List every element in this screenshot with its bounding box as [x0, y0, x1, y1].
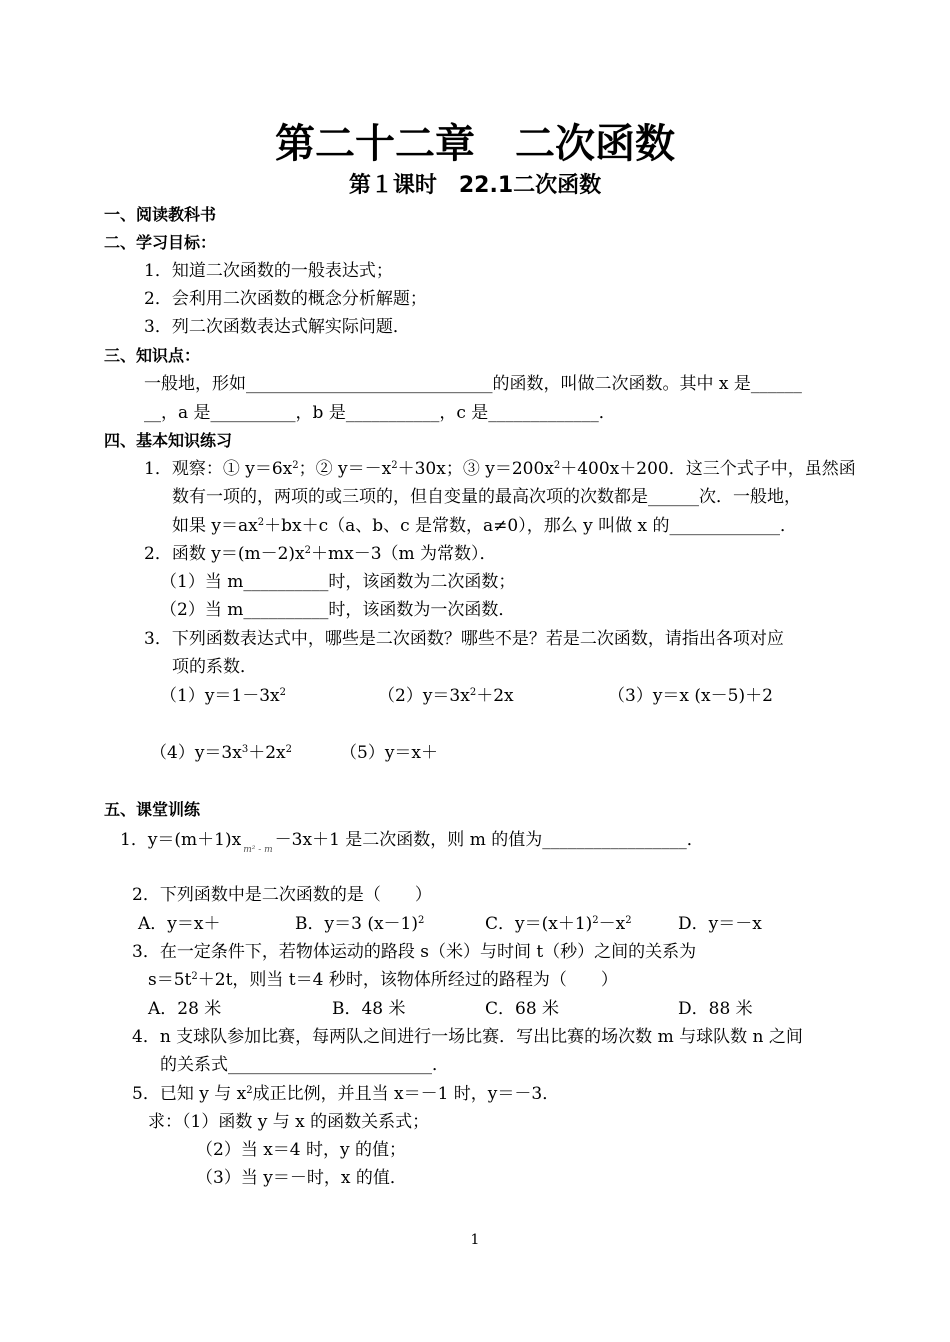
formula-4: $(4)y=3x^3+2x^2$	[150, 743, 292, 763]
choice-2b: B．y＝3 $(x-1)^2$	[295, 914, 425, 934]
classwork-2: 2．下列函数中是二次函数的是（ ）	[132, 885, 432, 905]
formula-2: $(2)y=3x^2+2x$	[378, 686, 514, 706]
choice-3a: A．28 米	[148, 999, 222, 1019]
practice-2-line-1: 2．函数 $y=(m-2)x^2+mx-3(m$ 为常数）．	[144, 544, 497, 564]
formula-3: （3）y＝x (x－5)＋2	[608, 686, 773, 706]
choice-2a: A．y＝x＋	[138, 914, 221, 934]
goal-item-2: 2．会利用二次函数的概念分析解题；	[144, 289, 427, 309]
section-heading-practice: 四、基本知识练习	[104, 431, 233, 450]
knowledge-line-1: 一般地，形如_____________________________的函数，叫做二次函数。其中 x 是______	[144, 374, 802, 394]
choice-3c: C．68 米	[485, 999, 560, 1019]
practice-1-line-2: 数有一项的，两项的或三项的，但自变量的最高次项的次数都是______次．一般地，	[172, 487, 801, 507]
goal-item-3: 3．列二次函数表达式解实际问题．	[144, 317, 410, 337]
classwork-3-line-2: $s=5t^2+2t$，则当 t＝4 秒时，该物体所经过的路程为（ ）	[148, 970, 618, 990]
classwork-5-question-1: 求：（1）函数 y 与 x 的函数关系式；	[148, 1112, 430, 1132]
practice-1-line-3: 如果 $y=ax^2+bx+c(a$、b、c 是常数，a≠0），那么 y 叫做 x 的_____________．	[172, 516, 798, 536]
section-heading-knowledge: 三、知识点：	[104, 346, 201, 365]
practice-2-sub-2: （2）当 m__________时，该函数为一次函数．	[160, 600, 516, 620]
practice-1-line-1: 1．观察：① $y=6x^2$；② $y=-x^2+30x$；③ $y=200x^2+400x+200$．这三个式子中，虽然函	[144, 459, 856, 479]
choice-3b: B．48 米	[332, 999, 406, 1019]
page-number: 1	[470, 1232, 480, 1248]
knowledge-line-2: __，a 是__________，b 是___________，c 是_____________．	[144, 403, 616, 423]
practice-3-line-2: 项的系数．	[172, 657, 257, 677]
classwork-4-line-1: 4．n 支球队参加比赛，每两队之间进行一场比赛．写出比赛的场次数 m 与球队数 n 之间	[132, 1027, 803, 1047]
classwork-3-line-1: 3．在一定条件下，若物体运动的路段 s（米）与时间 t（秒）之间的关系为	[132, 942, 697, 962]
practice-2-sub-1: （1）当 m__________时，该函数为二次函数；	[160, 572, 516, 592]
lesson-subtitle: 第１课时 22.1二次函数	[348, 173, 602, 198]
classwork-5-line-1: 5．已知 y 与 $x^2$成正比例，并且当 x＝－1 时，y＝－3．	[132, 1084, 560, 1104]
practice-3-line-1: 3．下列函数表达式中，哪些是二次函数？哪些不是？若是二次函数，请指出各项对应	[144, 629, 784, 649]
classwork-5-question-2: （2）当 x＝4 时，y 的值；	[196, 1140, 407, 1160]
section-heading-goals: 二、学习目标：	[104, 233, 217, 252]
section-heading-read: 一、阅读教科书	[104, 205, 217, 224]
classwork-1: 1．y＝(m＋1)x $_{m^2 - m}$ －3x＋1 是二次函数，则 m 的值为_________________．	[120, 830, 704, 855]
section-heading-classwork: 五、课堂训练	[104, 800, 201, 819]
choice-3d: D．88 米	[678, 999, 753, 1019]
chapter-title: 第二十二章 二次函数	[275, 121, 675, 167]
formula-1: $(1)y=1-3x^2$	[160, 686, 287, 706]
goal-item-1: 1．知道二次函数的一般表达式；	[144, 261, 393, 281]
choice-2d: D．y＝－x	[678, 914, 762, 934]
choice-2c: C．$y=(x+1)^2-x^2$	[485, 914, 632, 934]
formula-5: （5）y＝x＋	[340, 743, 439, 763]
classwork-5-question-3: （3）当 y＝－时，x 的值．	[196, 1168, 407, 1188]
classwork-4-line-2: 的关系式________________________．	[160, 1055, 449, 1075]
